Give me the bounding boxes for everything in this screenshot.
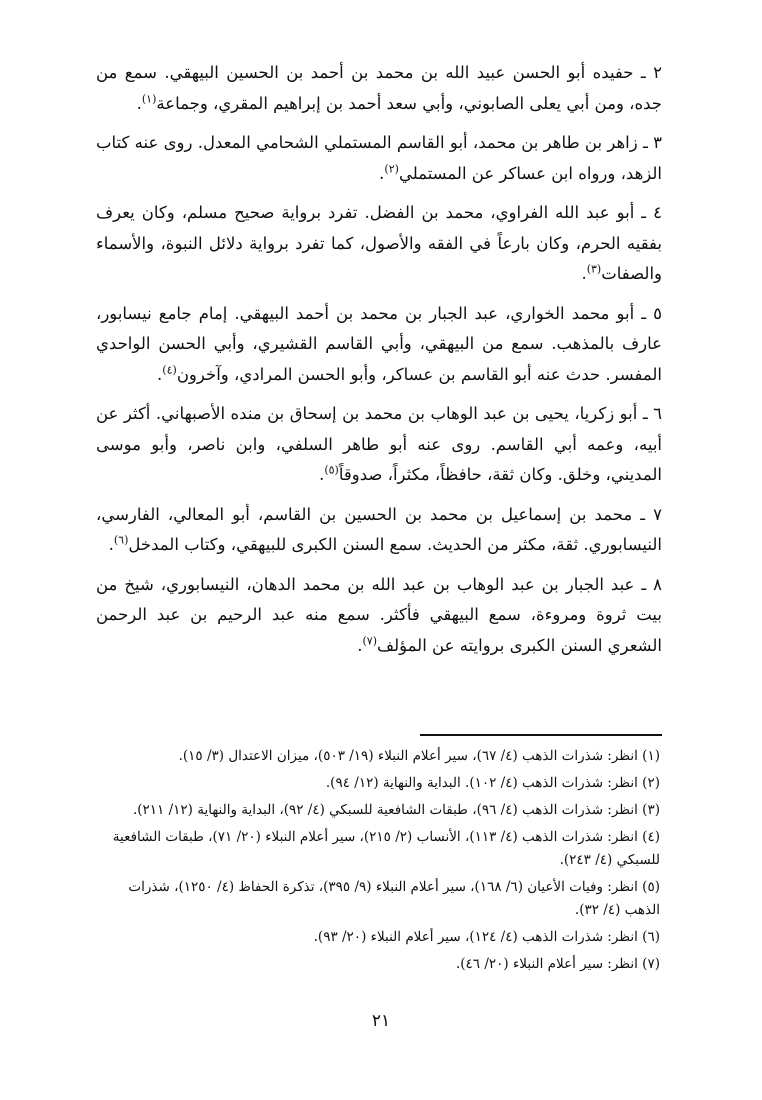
paragraph-end: . (357, 635, 363, 655)
footnote-divider (420, 734, 662, 736)
paragraph-text: ٦ ـ أبو زكريا، يحيى بن عبد الوهاب بن محمد بن إسحاق بن منده الأصبهاني. أكثر عن أبيه، وعمه أبي القاسم. روى عنه أبو طاهر السلفي، وابن ناصر، وأبو موسى المديني، وخلق. وكان ثقة، حافظاً، مكثراً، صدوقاً (96, 404, 662, 484)
paragraph-2 (96, 58, 662, 119)
footnote-5: (٥) انظر: وفيات الأعيان (٦/ ١٦٨)، سير أعلام النبلاء (٩/ ٣٩٥)، تذكرة الحفاظ (٤/ ١٢٥٠)، شذرات الذهب (٤/ ٣٢). (128, 879, 660, 918)
footnote-3: (٣) انظر: شذرات الذهب (٤/ ٩٦)، طبقات الشافعية للسبكي (٤/ ٩٢)، البداية والنهاية (١٢/ ٢١١). (132, 802, 660, 818)
paragraph-4 (96, 198, 662, 290)
paragraph-text: ٤ ـ أبو عبد الله الفراوي، محمد بن الفضل. تفرد برواية صحيح مسلم، وكان يعرف بفقيه الحرم، وكان بارعاً في الفقه والأصول، كما تفرد برواية دلائل النبوة، والأسماء والصفات (96, 203, 662, 283)
footnotes (100, 745, 662, 980)
paragraph-3 (96, 128, 662, 189)
footnote-ref: (٣) (586, 262, 602, 276)
paragraph-end: . (108, 535, 114, 554)
paragraph-text: ٧ ـ محمد بن إسماعيل بن محمد بن الحسين بن القاسم، أبو المعالي، الفارسي، النيسابوري. ثقة، مكثر من الحديث. سمع السنن الكبرى للبيهقي، وكتاب المدخل (96, 504, 662, 554)
paragraph-end: . (136, 93, 142, 113)
page-number: ٢١ (371, 1011, 391, 1031)
footnote-ref: (١) (141, 92, 157, 105)
footnote-ref: (٤) (162, 363, 177, 376)
main-text (96, 58, 662, 670)
footnote-ref: (٢) (384, 162, 399, 175)
paragraph-text: ٥ ـ أبو محمد الخواري، عبد الجبار بن محمد بن أحمد البيهقي. إمام جامع نيسابور، عارف بالمذهب. سمع من البيهقي، وأبي القاسم القشيري، وأبي الحسن الواحدي المفسر. حدث عنه أبو القاسم بن عساكر، وأبو الحسن المرادي، وآخرون (96, 303, 662, 384)
footnote-2: (٢) انظر: شذرات الذهب (٤/ ١٠٢). البداية والنهاية (١٢/ ٩٤). (325, 775, 660, 791)
footnote-6: (٦) انظر: شذرات الذهب (٤/ ١٢٤)، سير أعلام النبلاء (٢٠/ ٩٣). (313, 929, 660, 945)
paragraph-8 (96, 570, 662, 662)
footnote-7: (٧) انظر: سير أعلام النبلاء (٢٠/ ٤٦). (455, 956, 660, 972)
paragraph-text: ٢ ـ حفيده أبو الحسن عبيد الله بن محمد بن أحمد بن الحسين البيهقي. سمع من جده، ومن أبي يعلى الصابوني، وأبي سعد أحمد بن إبراهيم المقري، وجماعة (96, 63, 662, 113)
footnote-4: (٤) انظر: شذرات الذهب (٤/ ١١٣)، الأنساب (٢/ ٢١٥)، سير أعلام النبلاء (٢٠/ ٧١)، طبقات الشافعية للسبكي (٤/ ٢٤٣). (112, 829, 660, 868)
paragraph-7 (96, 500, 662, 561)
paragraph-text: ٨ ـ عبد الجبار بن عبد الوهاب بن عبد الله بن محمد الدهان، النيسابوري، شيخ من بيت ثروة ومروءة، سمع البيهقي فأكثر. سمع منه عبد الرحيم بن عبد الرحمن الشعري السنن الكبرى بروايته عن المؤلف (96, 574, 662, 655)
paragraph-end: . (157, 364, 163, 384)
footnote-1: (١) انظر: شذرات الذهب (٤/ ٦٧)، سير أعلام النبلاء (١٩/ ٥٠٣)، ميزان الاعتدال (٣/ ١٥). (178, 748, 660, 764)
footnote-ref: (٦) (113, 533, 129, 547)
paragraph-end: . (319, 465, 325, 484)
paragraph-end: . (379, 163, 385, 183)
paragraph-text: ٣ ـ زاهر بن طاهر بن محمد، أبو القاسم المستملي الشحامي المعدل. روى عنه كتاب الزهد، ورواه ابن عساكر عن المستملي (96, 133, 662, 183)
paragraph-5 (96, 299, 662, 391)
footnote-ref: (٧) (362, 634, 378, 647)
footnote-ref: (٥) (324, 463, 339, 477)
paragraph-end: . (581, 264, 587, 283)
paragraph-6 (96, 399, 662, 491)
